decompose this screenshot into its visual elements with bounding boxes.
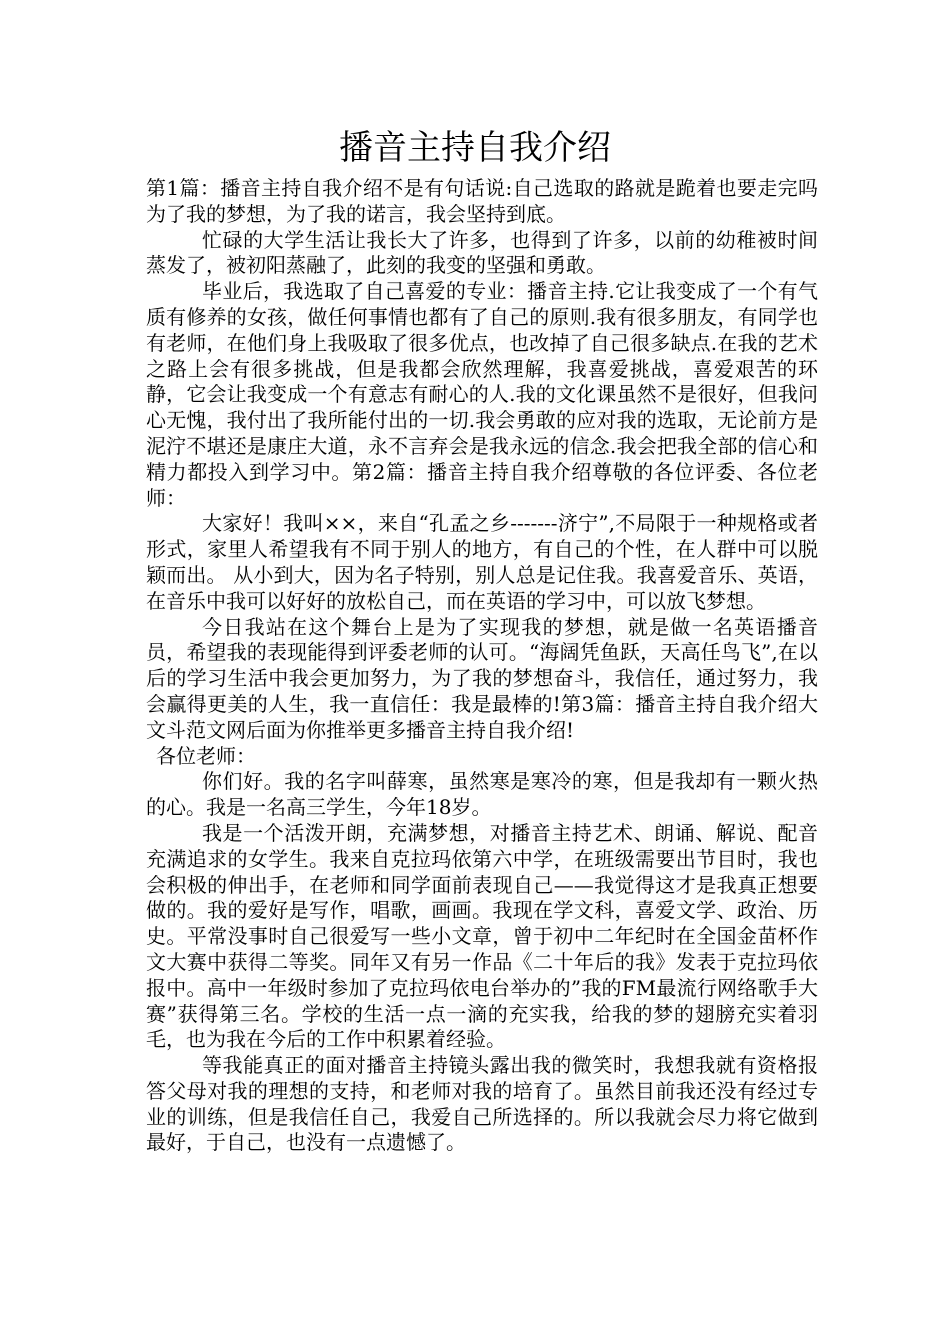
paragraph-5: 今日我站在这个舞台上是为了实现我的梦想，就是做一名英语播音员，希望我的表现能得到评委老师的认可。“海阔凭鱼跃，天高任鸟飞”,在以后的学习生活中我会更加努力，为了我的梦想奋斗，我信任，通过努力，我会赢得更美的人生，我一直信任：我是最棒的!第3篇：播音主持自我介绍大文斗范文网后面为你推举更多播音主持自我介绍! xyxy=(146,614,818,742)
document-title: 播音主持自我介绍 xyxy=(339,128,611,168)
document-body xyxy=(146,176,818,1156)
paragraph-3: 毕业后，我选取了自己喜爱的专业：播音主持.它让我变成了一个有气质有修养的女孩，做任何事情也都有了自己的原则.我有很多朋友，有同学也有老师，在他们身上我吸取了很多优点，也改掉了自己很多缺点.在我的艺术之路上会有很多挑战，但是我都会欣然理解，我喜爱挑战，喜爱艰苦的环静，它会让我变成一个有意志有耐心的人.我的文化课虽然不是很好，但我问心无愧，我付出了我所能付出的一切.我会勇敢的应对我的选取，无论前方是泥泞不堪还是康庄大道，永不言弃会是我永远的信念.我会把我全部的信心和精力都投入到学习中。第2篇：播音主持自我介绍尊敬的各位评委、各位老师： xyxy=(146,279,818,510)
paragraph-4: 大家好！我叫××，来自“孔孟之乡-------济宁”,不局限于一种规格或者形式，家里人希望我有不同于别人的地方，有自己的个性，在人群中可以脱颖而出。 从小到大，因为名子特别，别人总是记住我。我喜爱音乐、英语，在音乐中我可以好好的放松自己，而在英语的学习中，可以放飞梦想。 xyxy=(146,511,818,613)
paragraph-1: 第1篇：播音主持自我介绍不是有句话说:自己选取的路就是跪着也要走完吗为了我的梦想，为了我的诺言，我会坚持到底。 xyxy=(146,176,818,226)
paragraph-7: 你们好。我的名字叫薛寒，虽然寒是寒冷的寒，但是我却有一颗火热的心。我是一名高三学生，今年18岁。 xyxy=(146,769,818,820)
paragraph-9: 等我能真正的面对播音主持镜头露出我的微笑时，我想我就有资格报答父母对我的理想的支持，和老师对我的培育了。虽然目前我还没有经过专业的训练，但是我信任自己，我爱自己所选择的。所以我就会尽力将它做到最好，于自己，也没有一点遗憾了。 xyxy=(146,1053,818,1155)
paragraph-6: 各位老师： xyxy=(156,743,256,768)
paragraph-2: 忙碌的大学生活让我长大了许多，也得到了许多，以前的幼稚被时间蒸发了，被初阳蒸融了，此刻的我变的坚强和勇敢。 xyxy=(146,227,818,278)
paragraph-8: 我是一个活泼开朗，充满梦想，对播音主持艺术、朗诵、解说、配音充满追求的女学生。我来自克拉玛依第六中学，在班级需要出节目时，我也会积极的伸出手，在老师和同学面前表现自己——我觉得这才是我真正想要做的。我的爱好是写作，唱歌，画画。我现在学文科，喜爱文学、政治、历史。平常没事时自己很爱写一些小文章，曾于初中二年纪时在全国金苗杯作文大赛中获得二等奖。同年又有另一作品《二十年后的我》发表于克拉玛依报中。高中一年级时参加了克拉玛依电台举办的”我的FM最流行网络歌手大赛”获得第三名。学校的生活一点一滴的充实我，给我的梦的翅膀充实着羽毛，也为我在今后的工作中积累着经验。 xyxy=(146,820,818,1052)
